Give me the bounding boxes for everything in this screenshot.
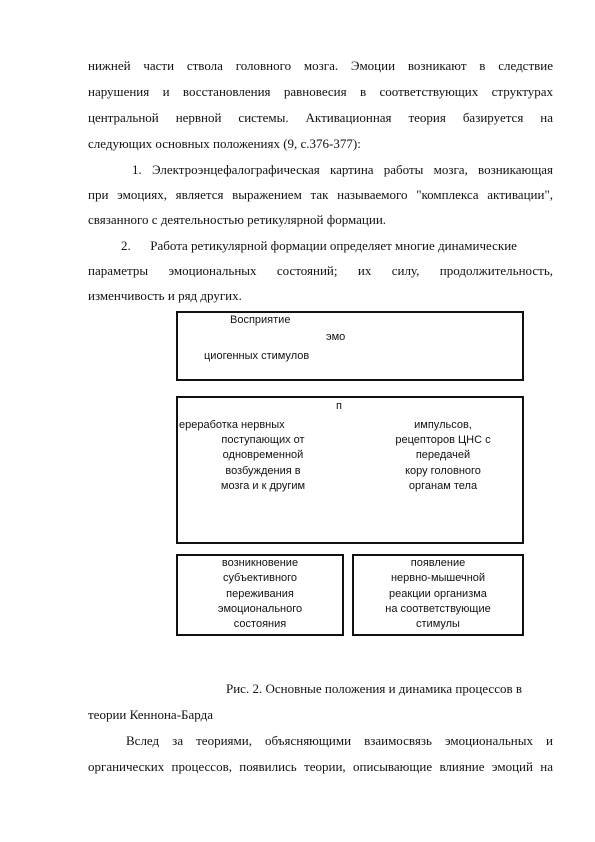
text-line: центральной нервной системы. Активационная теория базируется на	[88, 110, 553, 125]
box-text: циогенных стимулов	[204, 350, 310, 362]
box-text: эмо	[326, 331, 346, 343]
text-line: связанного с деятельностью ретикулярной формации.	[88, 212, 387, 227]
box-text: передачей	[415, 449, 471, 461]
box-text: появление	[410, 557, 466, 569]
text-line: органических процессов, появились теории, описывающие влияние эмоций на	[88, 759, 553, 774]
box-text: субъективного	[222, 572, 298, 584]
box-text: возникновение	[221, 557, 299, 569]
text-line: параметры эмоциональных состояний; их силу, продолжительность,	[88, 263, 553, 278]
box-text: рецепторов ЦНС с	[395, 434, 491, 446]
text-line: изменчивость и ряд других.	[88, 288, 242, 303]
box-text: импульсов,	[414, 419, 472, 431]
box-text: органам тела	[408, 480, 478, 492]
box-text: состояния	[233, 618, 287, 630]
text-line: нарушения и восстановления равновесия в соответствующих структурах	[88, 84, 553, 99]
text-line: 2. Работа ретикулярной формации определяет многие динамические	[121, 238, 517, 253]
box-text: возбуждения в	[225, 465, 301, 477]
box-text: одновременной	[222, 449, 304, 461]
text-line: нижней части ствола головного мозга. Эмоции возникают в следствие	[88, 58, 553, 73]
caption-line: теории Кеннона-Барда	[88, 707, 213, 722]
box-processing	[176, 396, 524, 544]
box-subjective-experience	[176, 554, 344, 636]
box-text: реакции организма	[389, 588, 487, 600]
caption-line: Рис. 2. Основные положения и динамика процессов в	[226, 681, 522, 696]
box-neuromuscular-reaction	[352, 554, 524, 636]
box-text: кору головного	[405, 465, 481, 477]
text-line: при эмоциях, является выражением так называемого "комплекса активации",	[88, 187, 553, 202]
box-text: ереработка нервных	[179, 419, 285, 431]
box-text: эмоционального	[217, 603, 303, 615]
text-line: 1. Электроэнцефалографическая картина работы мозга, возникающая	[132, 162, 553, 177]
box-text: п	[336, 400, 342, 412]
box-text: переживания	[226, 588, 294, 600]
box-text: стимулы	[416, 618, 460, 630]
text-line: следующих основных положениях (9, с.376-377):	[88, 136, 361, 151]
text-line: Вслед за теориями, объясняющими взаимосвязь эмоциональных и	[126, 733, 553, 748]
box-text: нервно-мышечной	[390, 572, 486, 584]
box-text: Восприятие	[230, 314, 291, 326]
box-perception	[176, 311, 524, 381]
box-text: поступающих от	[221, 434, 305, 446]
box-text: мозга и к другим	[220, 480, 306, 492]
box-text: на соответствующие	[385, 603, 491, 615]
